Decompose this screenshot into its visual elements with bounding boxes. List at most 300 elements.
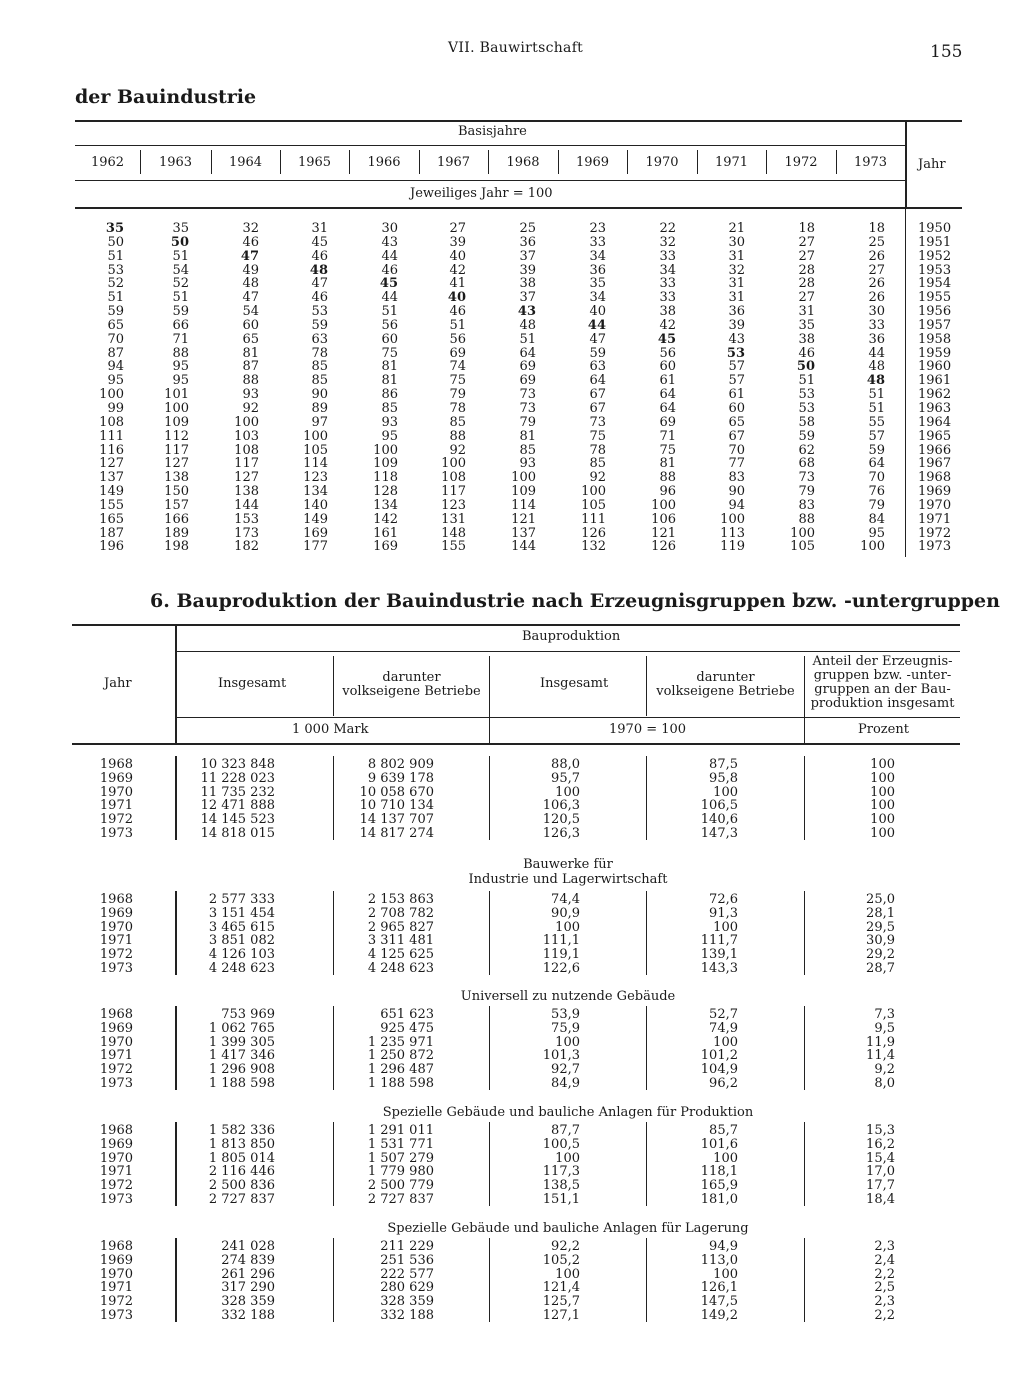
index-cell: 40 <box>447 290 466 306</box>
index-cell: 33 <box>868 317 885 333</box>
section-cell: 1 813 850 <box>208 1136 275 1152</box>
index-cell: 27 <box>449 221 466 236</box>
section-years-column <box>93 758 133 841</box>
section-cell: 100 <box>870 784 895 800</box>
index-cell: 96 <box>659 484 676 500</box>
index-cell: 31 <box>728 276 745 292</box>
index-cell: 28 <box>798 262 815 278</box>
year-header-separator <box>697 150 698 174</box>
section-cell: 92,7 <box>551 1062 580 1078</box>
section-insgesamt-column <box>165 1124 275 1207</box>
section-cell: 1970 <box>99 919 133 935</box>
index-cell: 51 <box>868 400 885 416</box>
index-cell: 100 <box>720 511 745 527</box>
section-anteil-column <box>835 1240 895 1323</box>
index-cell: 95 <box>107 373 124 389</box>
section-cell: 3 151 454 <box>208 905 275 921</box>
index-cell: 42 <box>449 262 466 278</box>
bauproduktion-label: Bauproduktion <box>522 629 621 644</box>
section-cell: 1969 <box>99 1020 133 1036</box>
section-cell: 2,2 <box>874 1266 895 1282</box>
table1-years-rule <box>75 180 905 181</box>
index-cell: 47 <box>589 331 606 347</box>
section-cell: 1969 <box>99 770 133 786</box>
index-cell: 45 <box>657 331 676 347</box>
section-cell: 1973 <box>99 1191 133 1207</box>
year-header-separator <box>280 150 281 174</box>
section-cell: 7,3 <box>874 1007 895 1022</box>
section-insgesamt-column <box>165 758 275 841</box>
section-cell: 317 290 <box>221 1280 275 1296</box>
table6-jahr-separator <box>175 626 177 744</box>
index-cell: 144 <box>234 497 259 513</box>
index-cell: 134 <box>303 484 328 500</box>
index-cell: 105 <box>790 539 815 555</box>
index-cell: 76 <box>868 484 885 500</box>
section-cell: 100 <box>870 812 895 828</box>
index-cell: 51 <box>107 248 124 264</box>
index-cell: 105 <box>303 442 328 458</box>
section-cell: 332 188 <box>221 1307 275 1323</box>
section-cell: 1 188 598 <box>367 1075 434 1091</box>
index-cell: 83 <box>798 497 815 513</box>
year-header-separator <box>836 150 837 174</box>
index-cell: 198 <box>164 539 189 555</box>
index-cell: 40 <box>589 304 606 320</box>
section-cell: 139,1 <box>700 947 738 963</box>
index-cell: 173 <box>234 525 259 541</box>
index-cell: 31 <box>311 221 328 236</box>
index-cell: 27 <box>798 234 815 250</box>
index-cell: 28 <box>798 276 815 292</box>
section-column-separator <box>646 1238 647 1322</box>
index-cell: 21 <box>728 221 745 236</box>
index-cell: 100 <box>441 456 466 472</box>
section-cell: 17,7 <box>866 1178 895 1194</box>
index-cell: 78 <box>589 442 606 458</box>
row-year: 1951 <box>918 234 952 250</box>
section-cell: 101,2 <box>700 1048 738 1064</box>
section-cell: 90,9 <box>551 905 580 921</box>
section-cell: 14 137 707 <box>359 812 434 828</box>
index-cell: 35 <box>589 276 606 292</box>
index-cell: 108 <box>99 414 124 430</box>
year-header: 1973 <box>853 155 888 170</box>
index-cell: 177 <box>303 539 328 555</box>
index-cell: 39 <box>519 262 536 278</box>
index-column <box>636 222 676 554</box>
index-cell: 51 <box>107 290 124 306</box>
index-cell: 43 <box>381 234 398 250</box>
section-cell: 14 145 523 <box>200 812 275 828</box>
index-cell: 73 <box>519 387 536 403</box>
row-year: 1959 <box>918 345 952 361</box>
section-cell: 30,9 <box>866 933 895 949</box>
index-cell: 79 <box>868 497 885 513</box>
index-cell: 65 <box>107 317 124 333</box>
index-cell: 85 <box>311 373 328 389</box>
section-cell: 11 735 232 <box>200 784 275 800</box>
index-cell: 18 <box>798 221 815 236</box>
section-cell: 1971 <box>99 933 133 949</box>
section-cell: 9 639 178 <box>367 770 434 786</box>
section-cell: 10 710 134 <box>359 798 434 814</box>
section-column-separator <box>489 1238 490 1322</box>
section-cell: 100 <box>713 1266 738 1282</box>
index-cell: 109 <box>164 414 189 430</box>
index-cell: 36 <box>589 262 606 278</box>
index-cell: 88 <box>659 470 676 486</box>
index-cell: 27 <box>868 262 885 278</box>
index-cell: 61 <box>659 373 676 389</box>
section-cell: 125,7 <box>542 1294 580 1310</box>
index-cell: 93 <box>519 456 536 472</box>
section-cell: 100 <box>555 784 580 800</box>
row-year: 1965 <box>918 428 952 444</box>
section-cell: 2,5 <box>874 1280 895 1296</box>
index-cell: 32 <box>659 234 676 250</box>
section-cell: 261 296 <box>221 1266 275 1282</box>
section-cell: 127,1 <box>542 1307 580 1323</box>
unit-mark: 1 000 Mark <box>292 722 369 737</box>
chapter-header: VII. Bauwirtschaft <box>448 40 584 56</box>
index-cell: 47 <box>242 290 259 306</box>
index-cell: 67 <box>589 400 606 416</box>
section-cell: 3 311 481 <box>367 933 434 949</box>
index-cell: 36 <box>519 234 536 250</box>
index-cell: 100 <box>234 414 259 430</box>
index-cell: 83 <box>728 470 745 486</box>
index-cell: 94 <box>107 359 124 375</box>
index-cell: 140 <box>303 497 328 513</box>
index-cell: 60 <box>381 331 398 347</box>
index-cell: 48 <box>309 262 328 278</box>
section-cell: 138,5 <box>542 1178 580 1194</box>
row-year: 1964 <box>918 414 952 430</box>
index-cell: 64 <box>519 345 536 361</box>
section-cell: 1972 <box>99 1062 133 1078</box>
index-cell: 81 <box>519 428 536 444</box>
index-cell: 59 <box>589 345 606 361</box>
index-cell: 33 <box>659 276 676 292</box>
section-cell: 10 323 848 <box>200 757 275 772</box>
index-cell: 68 <box>798 456 815 472</box>
year-header-separator <box>766 150 767 174</box>
section-anteil-column <box>835 893 895 976</box>
index-cell: 46 <box>311 290 328 306</box>
index-cell: 75 <box>589 428 606 444</box>
section-cell: 2,3 <box>874 1294 895 1310</box>
section-cell: 1969 <box>99 1252 133 1268</box>
table1-jahr-separator <box>905 122 907 208</box>
section-index-darunter-column <box>678 1240 738 1323</box>
section-anteil-column <box>835 758 895 841</box>
section-cell: 211 229 <box>380 1239 434 1254</box>
index-cell: 35 <box>798 317 815 333</box>
section-cell: 2 500 779 <box>367 1178 434 1194</box>
row-year: 1953 <box>918 262 952 278</box>
index-cell: 81 <box>659 456 676 472</box>
index-cell: 46 <box>449 304 466 320</box>
section-darunter-column <box>324 758 434 841</box>
index-cell: 54 <box>172 262 189 278</box>
index-cell: 126 <box>651 539 676 555</box>
section-cell: 100 <box>555 1150 580 1166</box>
index-cell: 100 <box>164 400 189 416</box>
section-cell: 2 708 782 <box>367 905 434 921</box>
table6-top-rule <box>72 624 960 626</box>
index-cell: 100 <box>860 539 885 555</box>
darunter-label-1: darunter volkseigene Betriebe <box>342 670 481 699</box>
index-cell: 32 <box>728 262 745 278</box>
table6-sep-b <box>489 656 490 743</box>
section-cell: 17,0 <box>866 1164 895 1180</box>
section-cell: 2,2 <box>874 1307 895 1323</box>
section-cell: 100,5 <box>542 1136 580 1152</box>
index-cell: 57 <box>868 428 885 444</box>
section-cell: 101,3 <box>542 1048 580 1064</box>
index-cell: 22 <box>659 221 676 236</box>
table1-basis-rule <box>75 145 905 146</box>
index-cell: 93 <box>381 414 398 430</box>
section-cell: 126,3 <box>542 825 580 841</box>
index-cell: 53 <box>798 387 815 403</box>
index-cell: 48 <box>866 373 885 389</box>
section-index-darunter-column <box>678 1124 738 1207</box>
index-cell: 100 <box>790 525 815 541</box>
index-cell: 69 <box>449 345 466 361</box>
index-cell: 131 <box>441 511 466 527</box>
section-cell: 1 296 908 <box>208 1062 275 1078</box>
index-cell: 57 <box>728 373 745 389</box>
index-cell: 38 <box>519 276 536 292</box>
section-insgesamt-column <box>165 1240 275 1323</box>
index-cell: 26 <box>868 276 885 292</box>
index-cell: 60 <box>659 359 676 375</box>
index-cell: 166 <box>164 511 189 527</box>
index-cell: 138 <box>234 484 259 500</box>
section-column-separator <box>804 1122 805 1206</box>
index-cell: 75 <box>449 373 466 389</box>
index-cell: 71 <box>172 331 189 347</box>
index-cell: 27 <box>798 248 815 264</box>
index-cell: 73 <box>519 400 536 416</box>
section-cell: 100 <box>713 784 738 800</box>
index-cell: 121 <box>651 525 676 541</box>
index-cell: 92 <box>242 400 259 416</box>
section-cell: 222 577 <box>380 1266 434 1282</box>
index-cell: 126 <box>581 525 606 541</box>
index-cell: 59 <box>107 304 124 320</box>
index-cell: 119 <box>720 539 745 555</box>
section-cell: 1973 <box>99 1307 133 1323</box>
section-cell: 2,4 <box>874 1252 895 1268</box>
row-year: 1973 <box>918 539 952 555</box>
section-years-column <box>93 1240 133 1323</box>
index-cell: 53 <box>726 345 745 361</box>
index-cell: 64 <box>659 400 676 416</box>
row-year: 1968 <box>918 470 952 486</box>
section-cell: 2 727 837 <box>208 1191 275 1207</box>
index-cell: 95 <box>868 525 885 541</box>
section-cell: 11 228 023 <box>200 770 275 786</box>
basis-label: Basisjahre <box>458 124 527 139</box>
section-cell: 25,0 <box>866 892 895 907</box>
section-cell: 91,3 <box>709 905 738 921</box>
index-cell: 93 <box>242 387 259 403</box>
section-column-separator <box>646 1122 647 1206</box>
index-cell: 169 <box>373 539 398 555</box>
section-cell: 1 507 279 <box>367 1150 434 1166</box>
section-cell: 328 359 <box>221 1294 275 1310</box>
index-cell: 111 <box>581 511 606 527</box>
index-cell: 69 <box>519 359 536 375</box>
index-cell: 100 <box>303 428 328 444</box>
index-cell: 47 <box>311 276 328 292</box>
section-cell: 96,2 <box>709 1075 738 1091</box>
index-cell: 34 <box>589 248 606 264</box>
index-cell: 59 <box>172 304 189 320</box>
index-cell: 51 <box>868 387 885 403</box>
section-index-insgesamt-column <box>520 893 580 976</box>
index-cell: 123 <box>303 470 328 486</box>
section-cell: 8,0 <box>874 1075 895 1091</box>
index-cell: 66 <box>172 317 189 333</box>
index-cell: 74 <box>449 359 466 375</box>
section-cell: 105,2 <box>542 1252 580 1268</box>
section-cell: 1972 <box>99 1178 133 1194</box>
insgesamt-label-2: Insgesamt <box>540 676 609 691</box>
year-header-separator <box>211 150 212 174</box>
index-cell: 45 <box>311 234 328 250</box>
section-cell: 120,5 <box>542 812 580 828</box>
index-cell: 53 <box>107 262 124 278</box>
section-cell: 1972 <box>99 947 133 963</box>
index-cell: 118 <box>373 470 398 486</box>
section-cell: 1969 <box>99 1136 133 1152</box>
year-header-separator <box>558 150 559 174</box>
section-cell: 2 727 837 <box>367 1191 434 1207</box>
index-cell: 79 <box>798 484 815 500</box>
index-cell: 27 <box>798 290 815 306</box>
section-heading: Universell zu nutzende Gebäude <box>460 989 676 1004</box>
section-cell: 9,2 <box>874 1062 895 1078</box>
section-cell: 100 <box>555 1034 580 1050</box>
section-insgesamt-column <box>165 893 275 976</box>
index-cell: 70 <box>728 442 745 458</box>
section-cell: 84,9 <box>551 1075 580 1091</box>
section-cell: 1973 <box>99 960 133 976</box>
section-cell: 95,7 <box>551 770 580 786</box>
section-cell: 149,2 <box>700 1307 738 1323</box>
section-cell: 101,6 <box>700 1136 738 1152</box>
index-cell: 39 <box>728 317 745 333</box>
section-index-insgesamt-column <box>520 1240 580 1323</box>
section-cell: 75,9 <box>551 1020 580 1036</box>
section-cell: 29,5 <box>866 919 895 935</box>
index-cell: 150 <box>164 484 189 500</box>
index-cell: 153 <box>234 511 259 527</box>
index-cell: 56 <box>449 331 466 347</box>
section-cell: 241 028 <box>221 1239 275 1254</box>
index-cell: 65 <box>728 414 745 430</box>
section-cell: 151,1 <box>542 1191 580 1207</box>
section-cell: 15,4 <box>866 1150 895 1166</box>
section-cell: 106,3 <box>542 798 580 814</box>
index-cell: 101 <box>164 387 189 403</box>
row-year: 1957 <box>918 317 952 333</box>
index-cell: 58 <box>798 414 815 430</box>
index-cell: 30 <box>868 304 885 320</box>
index-cell: 196 <box>99 539 124 555</box>
section-cell: 1 531 771 <box>367 1136 434 1152</box>
section-cell: 10 058 670 <box>359 784 434 800</box>
row-year: 1972 <box>918 525 952 541</box>
year-header-separator <box>140 150 141 174</box>
index-cell: 51 <box>381 304 398 320</box>
index-cell: 123 <box>441 497 466 513</box>
index-cell: 53 <box>798 400 815 416</box>
year-header: 1964 <box>228 155 263 170</box>
index-cell: 169 <box>303 525 328 541</box>
index-cell: 85 <box>311 359 328 375</box>
index-column <box>845 222 885 554</box>
index-column <box>358 222 398 554</box>
index-column <box>705 222 745 554</box>
index-cell: 32 <box>242 221 259 236</box>
section-cell: 2,3 <box>874 1239 895 1254</box>
index-cell: 33 <box>589 234 606 250</box>
section-cell: 147,3 <box>700 825 738 841</box>
section-cell: 181,0 <box>700 1191 738 1207</box>
year-header: 1963 <box>158 155 193 170</box>
section-cell: 143,3 <box>700 960 738 976</box>
index-cell: 34 <box>659 262 676 278</box>
index-cell: 161 <box>373 525 398 541</box>
section-cell: 1 582 336 <box>208 1123 275 1138</box>
section-darunter-column <box>324 1008 434 1091</box>
index-cell: 79 <box>449 387 466 403</box>
index-cell: 187 <box>99 525 124 541</box>
index-cell: 31 <box>798 304 815 320</box>
section-cell: 95,8 <box>709 770 738 786</box>
unit-label: Jeweiliges Jahr = 100 <box>410 186 553 201</box>
index-cell: 112 <box>164 428 189 444</box>
index-cell: 106 <box>651 511 676 527</box>
index-cell: 88 <box>172 345 189 361</box>
index-cell: 35 <box>105 221 124 236</box>
section-cell: 94,9 <box>709 1239 738 1254</box>
index-cell: 52 <box>172 276 189 292</box>
index-cell: 46 <box>311 248 328 264</box>
index-cell: 61 <box>728 387 745 403</box>
section-cell: 651 623 <box>380 1007 434 1022</box>
index-cell: 43 <box>517 304 536 320</box>
table6-subheader-rule <box>176 717 960 718</box>
year-header-separator <box>349 150 350 174</box>
section-cell: 2 965 827 <box>367 919 434 935</box>
index-cell: 75 <box>381 345 398 361</box>
section-cell: 14 817 274 <box>359 825 434 841</box>
index-cell: 92 <box>589 470 606 486</box>
index-cell: 77 <box>728 456 745 472</box>
table1-jahr-label: Jahr <box>918 157 946 172</box>
section-cell: 100 <box>870 825 895 841</box>
index-cell: 47 <box>240 248 259 264</box>
index-cell: 85 <box>449 414 466 430</box>
index-cell: 26 <box>868 248 885 264</box>
index-cell: 51 <box>449 317 466 333</box>
